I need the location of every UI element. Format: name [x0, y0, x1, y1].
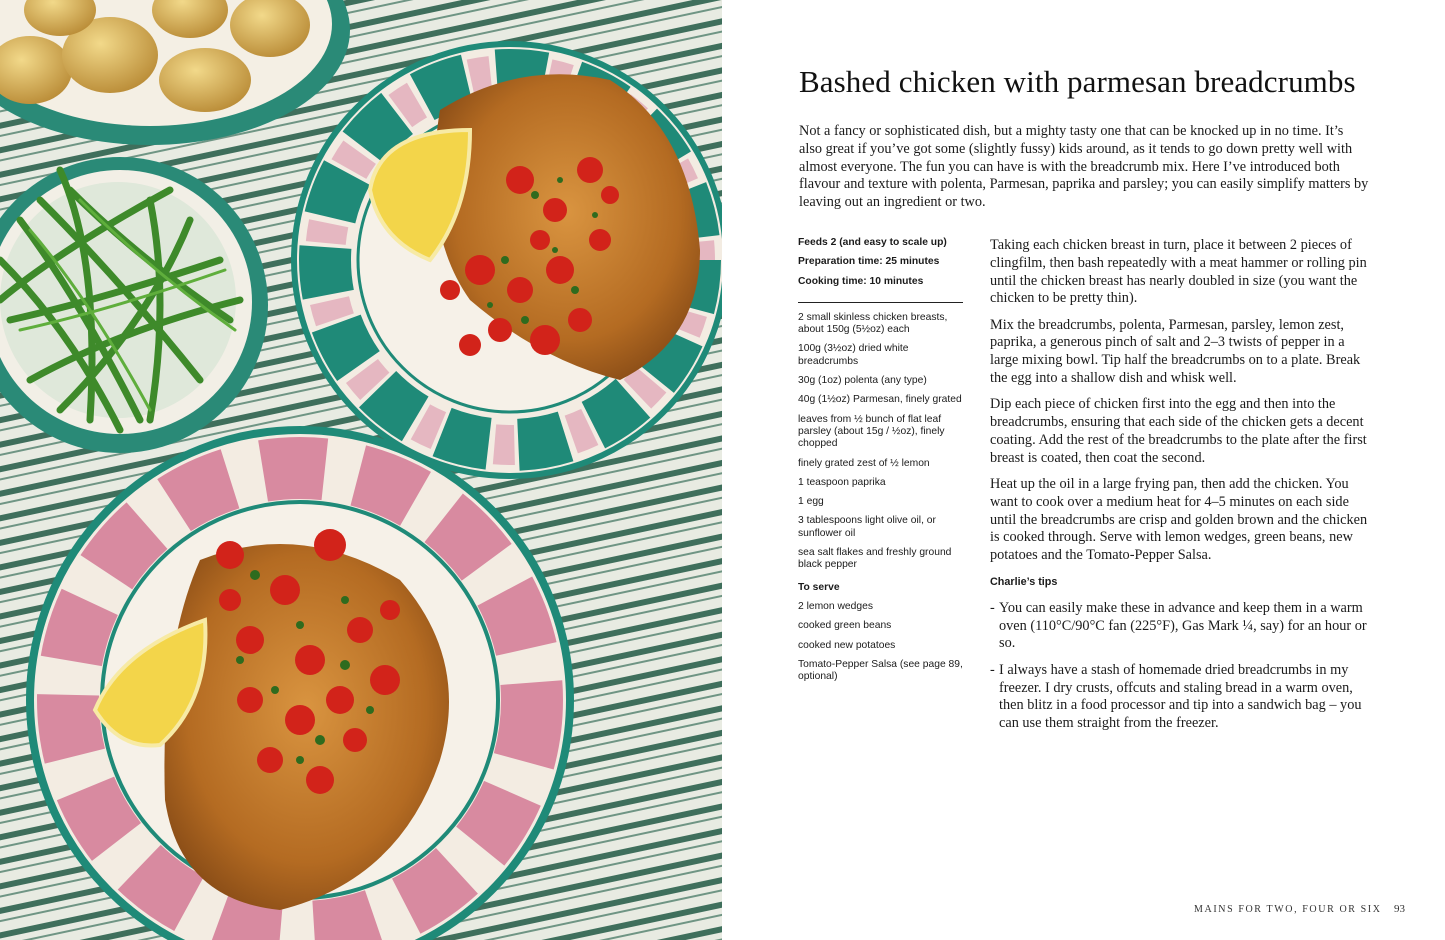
recipe-meta	[798, 237, 968, 288]
ingredient-item: 30g (1oz) polenta (any type)	[798, 375, 927, 387]
tips-heading: Charlie’s tips	[990, 575, 1058, 588]
recipe-page	[722, 0, 1445, 940]
recipe-intro: Not a fancy or sophisticated dish, but a mighty tasty one that can be knocked up in no time. It’s also great if you’ve got some (slightly fussy) kids around, as it tends to go down pretty well with almost everyone. The fun you can have is with the breadcrumb mix. Here I’ve introduced both flavour and texture with polenta, Parmesan, paprika and parsley; you can easily simplify matters by leaving out an ingredient or two.	[799, 123, 1369, 211]
ingredient-item: leaves from ½ bunch of flat leaf parsley (about 15g / ½oz), finely chopped	[798, 413, 945, 450]
recipe-title: Bashed chicken with parmesan breadcrumbs	[799, 64, 1356, 99]
ingredient-item: 1 egg	[798, 496, 824, 508]
feeds-line: Feeds 2 (and easy to scale up)	[798, 237, 947, 248]
section-footer: MAINS FOR TWO, FOUR OR SIX	[1194, 904, 1382, 915]
serve-item: cooked green beans	[798, 620, 892, 632]
ingredient-item: 1 teaspoon paprika	[798, 476, 886, 488]
ingredient-item: 2 small skinless chicken breasts, about 150g (5½oz) each	[798, 311, 948, 336]
ingredient-item: 3 tablespoons light olive oil, or sunflower oil	[798, 515, 936, 539]
method-step: Heat up the oil in a large frying pan, then add the chicken. You want to cook over a medium heat for 4–5 minutes on each side until the breadcrumbs are crisp and golden brown and the chicken is cooked through. Serve with lemon wedges, green beans, new potatoes and the Tomato-Pepper Salsa.	[990, 476, 1368, 564]
ingredient-item: sea salt flakes and freshly ground black pepper	[798, 547, 952, 571]
ingredient-item: finely grated zest of ½ lemon	[798, 457, 930, 469]
tip-item	[990, 600, 1370, 653]
page-number: 93	[1394, 903, 1405, 915]
ingredient-item: 100g (3½oz) dried white breadcrumbs	[798, 343, 909, 367]
method-step: Taking each chicken breast in turn, place it between 2 pieces of clingfilm, then bash repeatedly with a meat hammer or rolling pin until the chicken breast has nearly doubled in size (you want the chicken to be pretty thin).	[990, 237, 1367, 307]
prep-time-line: Preparation time: 25 minutes	[798, 256, 940, 268]
method-column	[990, 237, 1370, 741]
tip-bullet: -	[990, 599, 995, 616]
tip-text: You can easily make these in advance and keep them in a warm oven (110°C/90°C fan (225°F), Gas Mark ¼, say) for an hour or so.	[999, 599, 1367, 652]
tip-text: I always have a stash of homemade dried breadcrumbs in my freezer. I dry crusts, offcuts and staling bread in a warm oven, then blitz in a food processor and tip into a sandwich bag – you can use them straight from the freezer.	[999, 661, 1362, 732]
ingredients-column	[798, 237, 968, 690]
food-photo	[0, 0, 722, 940]
divider	[798, 302, 963, 303]
bottom-plate	[28, 428, 572, 940]
food-photo-illustration	[0, 0, 722, 940]
method-step: Mix the breadcrumbs, polenta, Parmesan, parsley, lemon zest, paprika, a generous pinch of salt and 2–3 twists of pepper in a large mixing bowl. Tip half the breadcrumbs on to a plate. Break the egg into a shallow dish and whisk well.	[990, 316, 1361, 387]
tip-bullet: -	[990, 661, 995, 678]
serve-item: cooked new potatoes	[798, 639, 896, 651]
cook-time-line: Cooking time: 10 minutes	[798, 275, 924, 287]
serve-item: 2 lemon wedges	[798, 600, 873, 612]
serve-item: Tomato-Pepper Salsa (see page 89, optional)	[798, 658, 963, 683]
to-serve-heading: To serve	[798, 581, 840, 593]
tip-item	[990, 662, 1370, 733]
ingredient-item: 40g (1½oz) Parmesan, finely grated	[798, 394, 962, 406]
method-step: Dip each piece of chicken first into the egg and then into the breadcrumbs, ensuring that each side of the chicken gets a decent coating. Add the rest of the breadcrumbs to the plate after the first breast is coated, then coat the second.	[990, 396, 1367, 466]
ingredients-list	[798, 312, 968, 572]
top-plate	[292, 42, 722, 478]
serve-list	[798, 601, 968, 683]
